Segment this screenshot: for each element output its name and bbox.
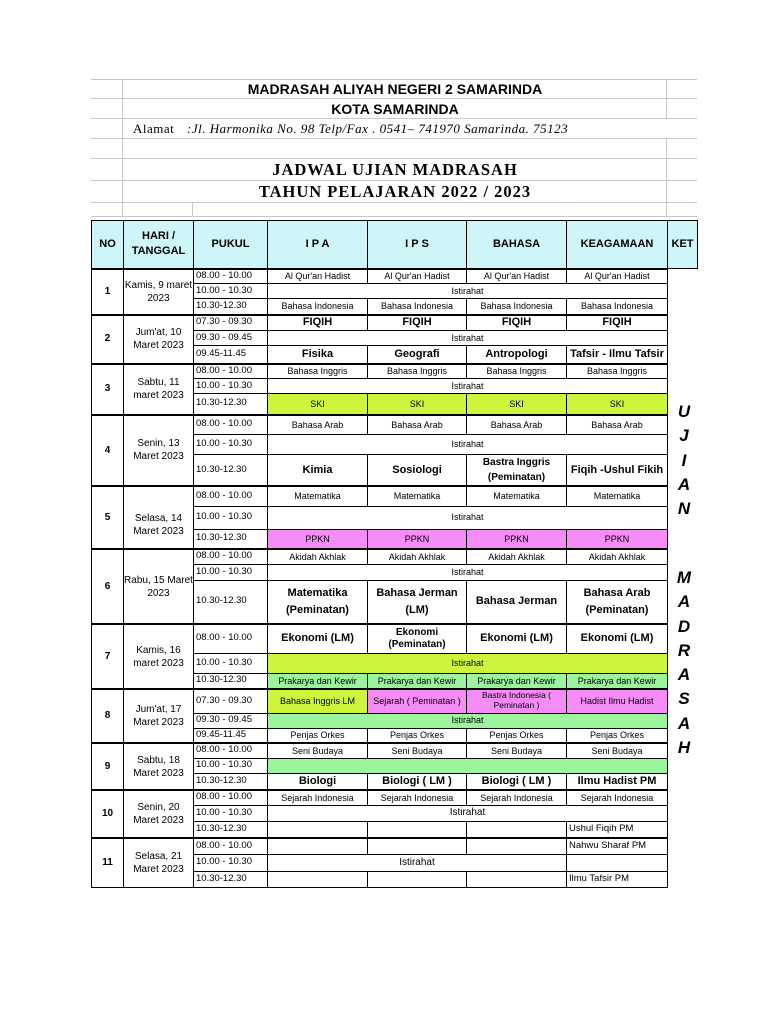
time-cell: 10.30-12.30 bbox=[194, 773, 268, 790]
table-row bbox=[92, 838, 698, 854]
table-row bbox=[92, 269, 698, 284]
keagamaan-cell: Ushul Fiqih PM bbox=[567, 821, 668, 838]
ket-letter: D bbox=[677, 616, 691, 636]
bahasa-cell bbox=[467, 838, 567, 854]
table-row bbox=[92, 624, 698, 653]
col-no: NO bbox=[92, 221, 124, 269]
bahasa-cell: Biologi ( LM ) bbox=[467, 773, 567, 790]
keagamaan-cell: Ilmu Hadist PM bbox=[567, 773, 668, 790]
keagamaan-cell: Bahasa Inggris bbox=[567, 364, 668, 379]
time-cell: 10.30-12.30 bbox=[194, 455, 268, 487]
ipa-cell: Bahasa Arab bbox=[268, 415, 368, 435]
bahasa-cell: Bahasa Jerman bbox=[467, 580, 567, 624]
break-cell: Istirahat bbox=[268, 805, 668, 821]
day-date: Selasa, 21 Maret 2023 bbox=[124, 838, 194, 887]
ket-letter: A bbox=[677, 474, 691, 494]
ipa-cell: FIQIH bbox=[268, 315, 368, 331]
day-number: 8 bbox=[92, 689, 124, 743]
ips-cell: Sejarah ( Peminatan ) bbox=[368, 689, 467, 713]
ips-cell: Bahasa Arab bbox=[368, 415, 467, 435]
col-time: PUKUL bbox=[194, 221, 268, 269]
ket-letter: N bbox=[677, 499, 691, 519]
time-cell: 10.30-12.30 bbox=[194, 529, 268, 549]
table-row bbox=[92, 743, 698, 758]
time-cell: 08.00 - 10.00 bbox=[194, 269, 268, 284]
ipa-cell: Al Qur'an Hadist bbox=[268, 269, 368, 284]
keagamaan-cell: PPKN bbox=[567, 529, 668, 549]
ipa-cell: Penjas Orkes bbox=[268, 728, 368, 743]
ket-vertical-madrasah bbox=[676, 566, 692, 760]
ipa-cell: SKI bbox=[268, 394, 368, 415]
time-cell: 08.00 - 10.00 bbox=[194, 364, 268, 379]
time-cell: 10.00 - 10.30 bbox=[194, 379, 268, 394]
city-name: KOTA SAMARINDA bbox=[331, 100, 459, 117]
col-ipa: I P A bbox=[268, 221, 368, 269]
ips-cell: Akidah Akhlak bbox=[368, 549, 467, 564]
time-cell: 10.00 - 10.30 bbox=[194, 506, 268, 529]
bahasa-cell: Bastra Inggris (Peminatan) bbox=[467, 455, 567, 487]
day-date: Jum'at, 17 Maret 2023 bbox=[124, 689, 194, 743]
keagamaan-cell: Seni Budaya bbox=[567, 743, 668, 758]
day-number: 11 bbox=[92, 838, 124, 887]
time-cell: 07.30 - 09.30 bbox=[194, 689, 268, 713]
day-date: Selasa, 14 Maret 2023 bbox=[124, 486, 194, 549]
day-date: Jum'at, 10 Maret 2023 bbox=[124, 315, 194, 364]
ipa-cell: Kimia bbox=[268, 455, 368, 487]
time-cell: 09.30 - 09.45 bbox=[194, 713, 268, 728]
exam-schedule-table bbox=[91, 220, 698, 888]
ips-cell: Sosiologi bbox=[368, 455, 467, 487]
time-cell: 09.30 - 09.45 bbox=[194, 331, 268, 346]
keagamaan-cell: Akidah Akhlak bbox=[567, 549, 668, 564]
keagamaan-cell: Tafsir - Ilmu Tafsir bbox=[567, 346, 668, 364]
table-row bbox=[92, 790, 698, 805]
keagamaan-cell: Al Qur'an Hadist bbox=[567, 269, 668, 284]
bahasa-cell: Al Qur'an Hadist bbox=[467, 269, 567, 284]
time-cell: 08.00 - 10.00 bbox=[194, 790, 268, 805]
schedule-year: TAHUN PELAJARAN 2022 / 2023 bbox=[258, 181, 532, 201]
bahasa-cell: SKI bbox=[467, 394, 567, 415]
bahasa-cell bbox=[467, 821, 567, 838]
time-cell: 09.45-11.45 bbox=[194, 728, 268, 743]
ips-cell: Al Qur'an Hadist bbox=[368, 269, 467, 284]
time-cell: 08.00 - 10.00 bbox=[194, 624, 268, 653]
break-cell: Istirahat bbox=[268, 564, 668, 580]
ips-cell: Ekonomi (Peminatan) bbox=[368, 624, 467, 653]
ipa-cell: Fisika bbox=[268, 346, 368, 364]
ips-cell bbox=[368, 838, 467, 854]
ipa-cell bbox=[268, 821, 368, 838]
time-cell: 08.00 - 10.00 bbox=[194, 415, 268, 435]
time-cell: 10.30-12.30 bbox=[194, 580, 268, 624]
bahasa-cell: FIQIH bbox=[467, 315, 567, 331]
bahasa-cell: Bastra Indonesia ( Peminatan ) bbox=[467, 689, 567, 713]
bahasa-cell: Seni Budaya bbox=[467, 743, 567, 758]
ips-cell: Bahasa Inggris bbox=[368, 364, 467, 379]
bahasa-cell: Bahasa Inggris bbox=[467, 364, 567, 379]
title-row-1 bbox=[91, 79, 697, 99]
ips-cell bbox=[368, 871, 467, 887]
ips-cell bbox=[368, 821, 467, 838]
ipa-cell bbox=[268, 838, 368, 854]
bahasa-cell bbox=[467, 871, 567, 887]
title-row-2 bbox=[91, 99, 697, 119]
ipa-cell: PPKN bbox=[268, 529, 368, 549]
bahasa-cell: Bahasa Arab bbox=[467, 415, 567, 435]
bahasa-cell: Sejarah Indonesia bbox=[467, 790, 567, 805]
time-cell: 10.00 - 10.30 bbox=[194, 854, 268, 871]
ips-cell: Sejarah Indonesia bbox=[368, 790, 467, 805]
col-ips: I P S bbox=[368, 221, 467, 269]
ket-vertical-ujian bbox=[676, 400, 692, 521]
day-date: Rabu, 15 Maret 2023 bbox=[124, 549, 194, 624]
blank-row bbox=[91, 139, 697, 159]
bahasa-cell: Bahasa Indonesia bbox=[467, 299, 567, 315]
break-cell bbox=[268, 758, 668, 773]
ipa-cell: Seni Budaya bbox=[268, 743, 368, 758]
keagamaan-cell: Ilmu Tafsir PM bbox=[567, 871, 668, 887]
ips-cell: PPKN bbox=[368, 529, 467, 549]
ipa-cell: Bahasa Indonesia bbox=[268, 299, 368, 315]
ips-cell: Bahasa Jerman (LM) bbox=[368, 580, 467, 624]
ipa-cell: Matematika bbox=[268, 486, 368, 506]
day-date: Sabtu, 11 maret 2023 bbox=[124, 364, 194, 415]
ket-letter: H bbox=[677, 738, 691, 758]
break-cell: Istirahat bbox=[268, 653, 668, 673]
address-label: Alamat bbox=[133, 120, 175, 136]
address-value: :Jl. Harmonika No. 98 Telp/Fax . 0541– 741970 Samarinda. 75123 bbox=[187, 120, 569, 136]
keagamaan-cell: Prakarya dan Kewir bbox=[567, 673, 668, 689]
time-cell: 10.30-12.30 bbox=[194, 673, 268, 689]
keagamaan-cell: Nahwu Sharaf PM bbox=[567, 838, 668, 854]
ipa-cell: Matematika (Peminatan) bbox=[268, 580, 368, 624]
table-row bbox=[92, 364, 698, 379]
bahasa-cell: Akidah Akhlak bbox=[467, 549, 567, 564]
ips-cell: SKI bbox=[368, 394, 467, 415]
ips-cell: Seni Budaya bbox=[368, 743, 467, 758]
ips-cell: Geografi bbox=[368, 346, 467, 364]
address-row bbox=[91, 119, 697, 139]
keagamaan-cell: Fiqih -Ushul Fikih bbox=[567, 455, 668, 487]
day-number: 2 bbox=[92, 315, 124, 364]
day-date: Senin, 13 Maret 2023 bbox=[124, 415, 194, 487]
spacer-row bbox=[91, 203, 697, 217]
day-date: Kamis, 16 maret 2023 bbox=[124, 624, 194, 689]
bahasa-cell: Penjas Orkes bbox=[467, 728, 567, 743]
keagamaan-cell: Bahasa Arab bbox=[567, 415, 668, 435]
keagamaan-cell: Bahasa Indonesia bbox=[567, 299, 668, 315]
break-cell: Istirahat bbox=[268, 379, 668, 394]
keagamaan-cell: FIQIH bbox=[567, 315, 668, 331]
time-cell: 10.00 - 10.30 bbox=[194, 435, 268, 455]
day-date: Kamis, 9 maret 2023 bbox=[124, 269, 194, 315]
schedule-year-row bbox=[91, 181, 697, 203]
keagamaan-cell: Hadist Ilmu Hadist bbox=[567, 689, 668, 713]
break-cell: Istirahat bbox=[268, 284, 668, 299]
break-cell: Istirahat bbox=[268, 435, 668, 455]
keagamaan-cell: Bahasa Arab (Peminatan) bbox=[567, 580, 668, 624]
bahasa-cell: Antropologi bbox=[467, 346, 567, 364]
bahasa-cell: Prakarya dan Kewir bbox=[467, 673, 567, 689]
ket-letter: I bbox=[681, 450, 687, 470]
ipa-cell bbox=[268, 871, 368, 887]
col-keagamaan: KEAGAMAAN bbox=[567, 221, 668, 269]
ipa-cell: Ekonomi (LM) bbox=[268, 624, 368, 653]
time-cell: 09.45-11.45 bbox=[194, 346, 268, 364]
ket-letter: J bbox=[679, 426, 689, 446]
break-cell: Istirahat bbox=[268, 854, 567, 871]
spreadsheet-header bbox=[91, 79, 697, 217]
day-date: Senin, 20 Maret 2023 bbox=[124, 790, 194, 838]
time-cell: 10.00 - 10.30 bbox=[194, 284, 268, 299]
table-row bbox=[92, 486, 698, 506]
bahasa-cell: Ekonomi (LM) bbox=[467, 624, 567, 653]
bahasa-cell: PPKN bbox=[467, 529, 567, 549]
keagamaan-cell: Matematika bbox=[567, 486, 668, 506]
ket-letter: R bbox=[677, 640, 691, 660]
ips-cell: Prakarya dan Kewir bbox=[368, 673, 467, 689]
keagamaan-cell bbox=[567, 854, 668, 871]
schedule-title-row bbox=[91, 159, 697, 181]
ips-cell: Biologi ( LM ) bbox=[368, 773, 467, 790]
day-date: Sabtu, 18 Maret 2023 bbox=[124, 743, 194, 790]
col-day: HARI / TANGGAL bbox=[124, 221, 194, 269]
time-cell: 07.30 - 09.30 bbox=[194, 315, 268, 331]
break-cell: Istirahat bbox=[268, 506, 668, 529]
time-cell: 10.30-12.30 bbox=[194, 821, 268, 838]
break-cell: Istirahat bbox=[268, 713, 668, 728]
time-cell: 10.00 - 10.30 bbox=[194, 805, 268, 821]
ips-cell: Penjas Orkes bbox=[368, 728, 467, 743]
keagamaan-cell: Sejarah Indonesia bbox=[567, 790, 668, 805]
ips-cell: Bahasa Indonesia bbox=[368, 299, 467, 315]
ket-letter: A bbox=[677, 665, 691, 685]
time-cell: 10.30-12.30 bbox=[194, 394, 268, 415]
col-bahasa: BAHASA bbox=[467, 221, 567, 269]
time-cell: 10.30-12.30 bbox=[194, 299, 268, 315]
day-number: 10 bbox=[92, 790, 124, 838]
day-number: 9 bbox=[92, 743, 124, 790]
ipa-cell: Sejarah Indonesia bbox=[268, 790, 368, 805]
ket-letter: A bbox=[677, 713, 691, 733]
day-number: 3 bbox=[92, 364, 124, 415]
ket-letter: S bbox=[678, 689, 690, 709]
ipa-cell: Prakarya dan Kewir bbox=[268, 673, 368, 689]
keagamaan-cell: Penjas Orkes bbox=[567, 728, 668, 743]
table-row bbox=[92, 315, 698, 331]
day-number: 5 bbox=[92, 486, 124, 549]
time-cell: 08.00 - 10.00 bbox=[194, 549, 268, 564]
time-cell: 08.00 - 10.00 bbox=[194, 838, 268, 854]
bahasa-cell: Matematika bbox=[467, 486, 567, 506]
time-cell: 10.30-12.30 bbox=[194, 871, 268, 887]
ips-cell: FIQIH bbox=[368, 315, 467, 331]
table-row bbox=[92, 689, 698, 713]
day-number: 7 bbox=[92, 624, 124, 689]
time-cell: 08.00 - 10.00 bbox=[194, 743, 268, 758]
ket-letter: A bbox=[677, 592, 691, 612]
table-row bbox=[92, 549, 698, 564]
day-number: 4 bbox=[92, 415, 124, 487]
day-number: 1 bbox=[92, 269, 124, 315]
time-cell: 08.00 - 10.00 bbox=[194, 486, 268, 506]
ips-cell: Matematika bbox=[368, 486, 467, 506]
ket-letter: M bbox=[676, 568, 692, 587]
table-header-row bbox=[92, 221, 698, 269]
time-cell: 10.00 - 10.30 bbox=[194, 564, 268, 580]
ket-letter: U bbox=[677, 402, 691, 421]
time-cell: 10.00 - 10.30 bbox=[194, 758, 268, 773]
ipa-cell: Bahasa Inggris bbox=[268, 364, 368, 379]
table-row bbox=[92, 415, 698, 435]
keagamaan-cell: SKI bbox=[567, 394, 668, 415]
time-cell: 10.00 - 10.30 bbox=[194, 653, 268, 673]
schedule-title: JADWAL UJIAN MADRASAH bbox=[272, 159, 518, 179]
ipa-cell: Bahasa Inggris LM bbox=[268, 689, 368, 713]
col-ket: KET bbox=[668, 221, 698, 269]
ipa-cell: Akidah Akhlak bbox=[268, 549, 368, 564]
ipa-cell: Biologi bbox=[268, 773, 368, 790]
school-name: MADRASAH ALIYAH NEGERI 2 SAMARINDA bbox=[247, 81, 543, 97]
day-number: 6 bbox=[92, 549, 124, 624]
keagamaan-cell: Ekonomi (LM) bbox=[567, 624, 668, 653]
break-cell: Istirahat bbox=[268, 331, 668, 346]
